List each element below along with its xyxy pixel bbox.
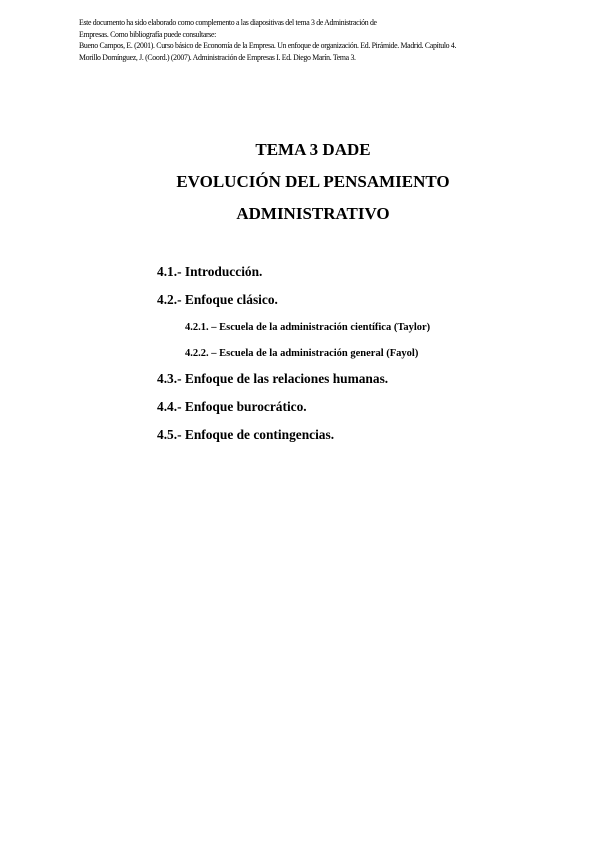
title-line-3: ADMINISTRATIVO — [236, 204, 390, 223]
toc-item-contingencias: 4.5.- Enfoque de contingencias. — [157, 427, 335, 442]
title-line-2: EVOLUCIÓN DEL PENSAMIENTO — [176, 172, 450, 191]
note-line: Morillo Domínguez, J. (Coord.) (2007). Administración de Empresas I. Ed. Diego Marín. Tema 3. — [79, 51, 356, 62]
toc-item-introduccion: 4.1.- Introducción. — [157, 264, 263, 279]
document-title — [0, 134, 600, 230]
bibliography-note — [79, 17, 521, 63]
table-of-contents — [157, 263, 577, 454]
toc-item-enfoque-clasico: 4.2.- Enfoque clásico. — [157, 292, 278, 307]
toc-item-relaciones-humanas: 4.3.- Enfoque de las relaciones humanas. — [157, 371, 389, 386]
toc-subitem-fayol: 4.2.2. – Escuela de la administración general (Fayol) — [185, 348, 419, 359]
title-line-1: TEMA 3 DADE — [255, 140, 371, 159]
toc-item-burocratico: 4.4.- Enfoque burocrático. — [157, 399, 307, 414]
note-line: Bueno Campos, E. (2001). Curso básico de Economía de la Empresa. Un enfoque de organización. Ed. Pirámide. Madrid. Capítulo 4. — [79, 40, 457, 51]
note-line: Empresas. Como bibliografía puede consultarse: — [79, 28, 216, 39]
toc-subitem-taylor: 4.2.1. – Escuela de la administración científica (Taylor) — [185, 322, 431, 333]
note-line: Este documento ha sido elaborado como complemento a las diapositivas del tema 3 de Administración de — [79, 17, 377, 27]
